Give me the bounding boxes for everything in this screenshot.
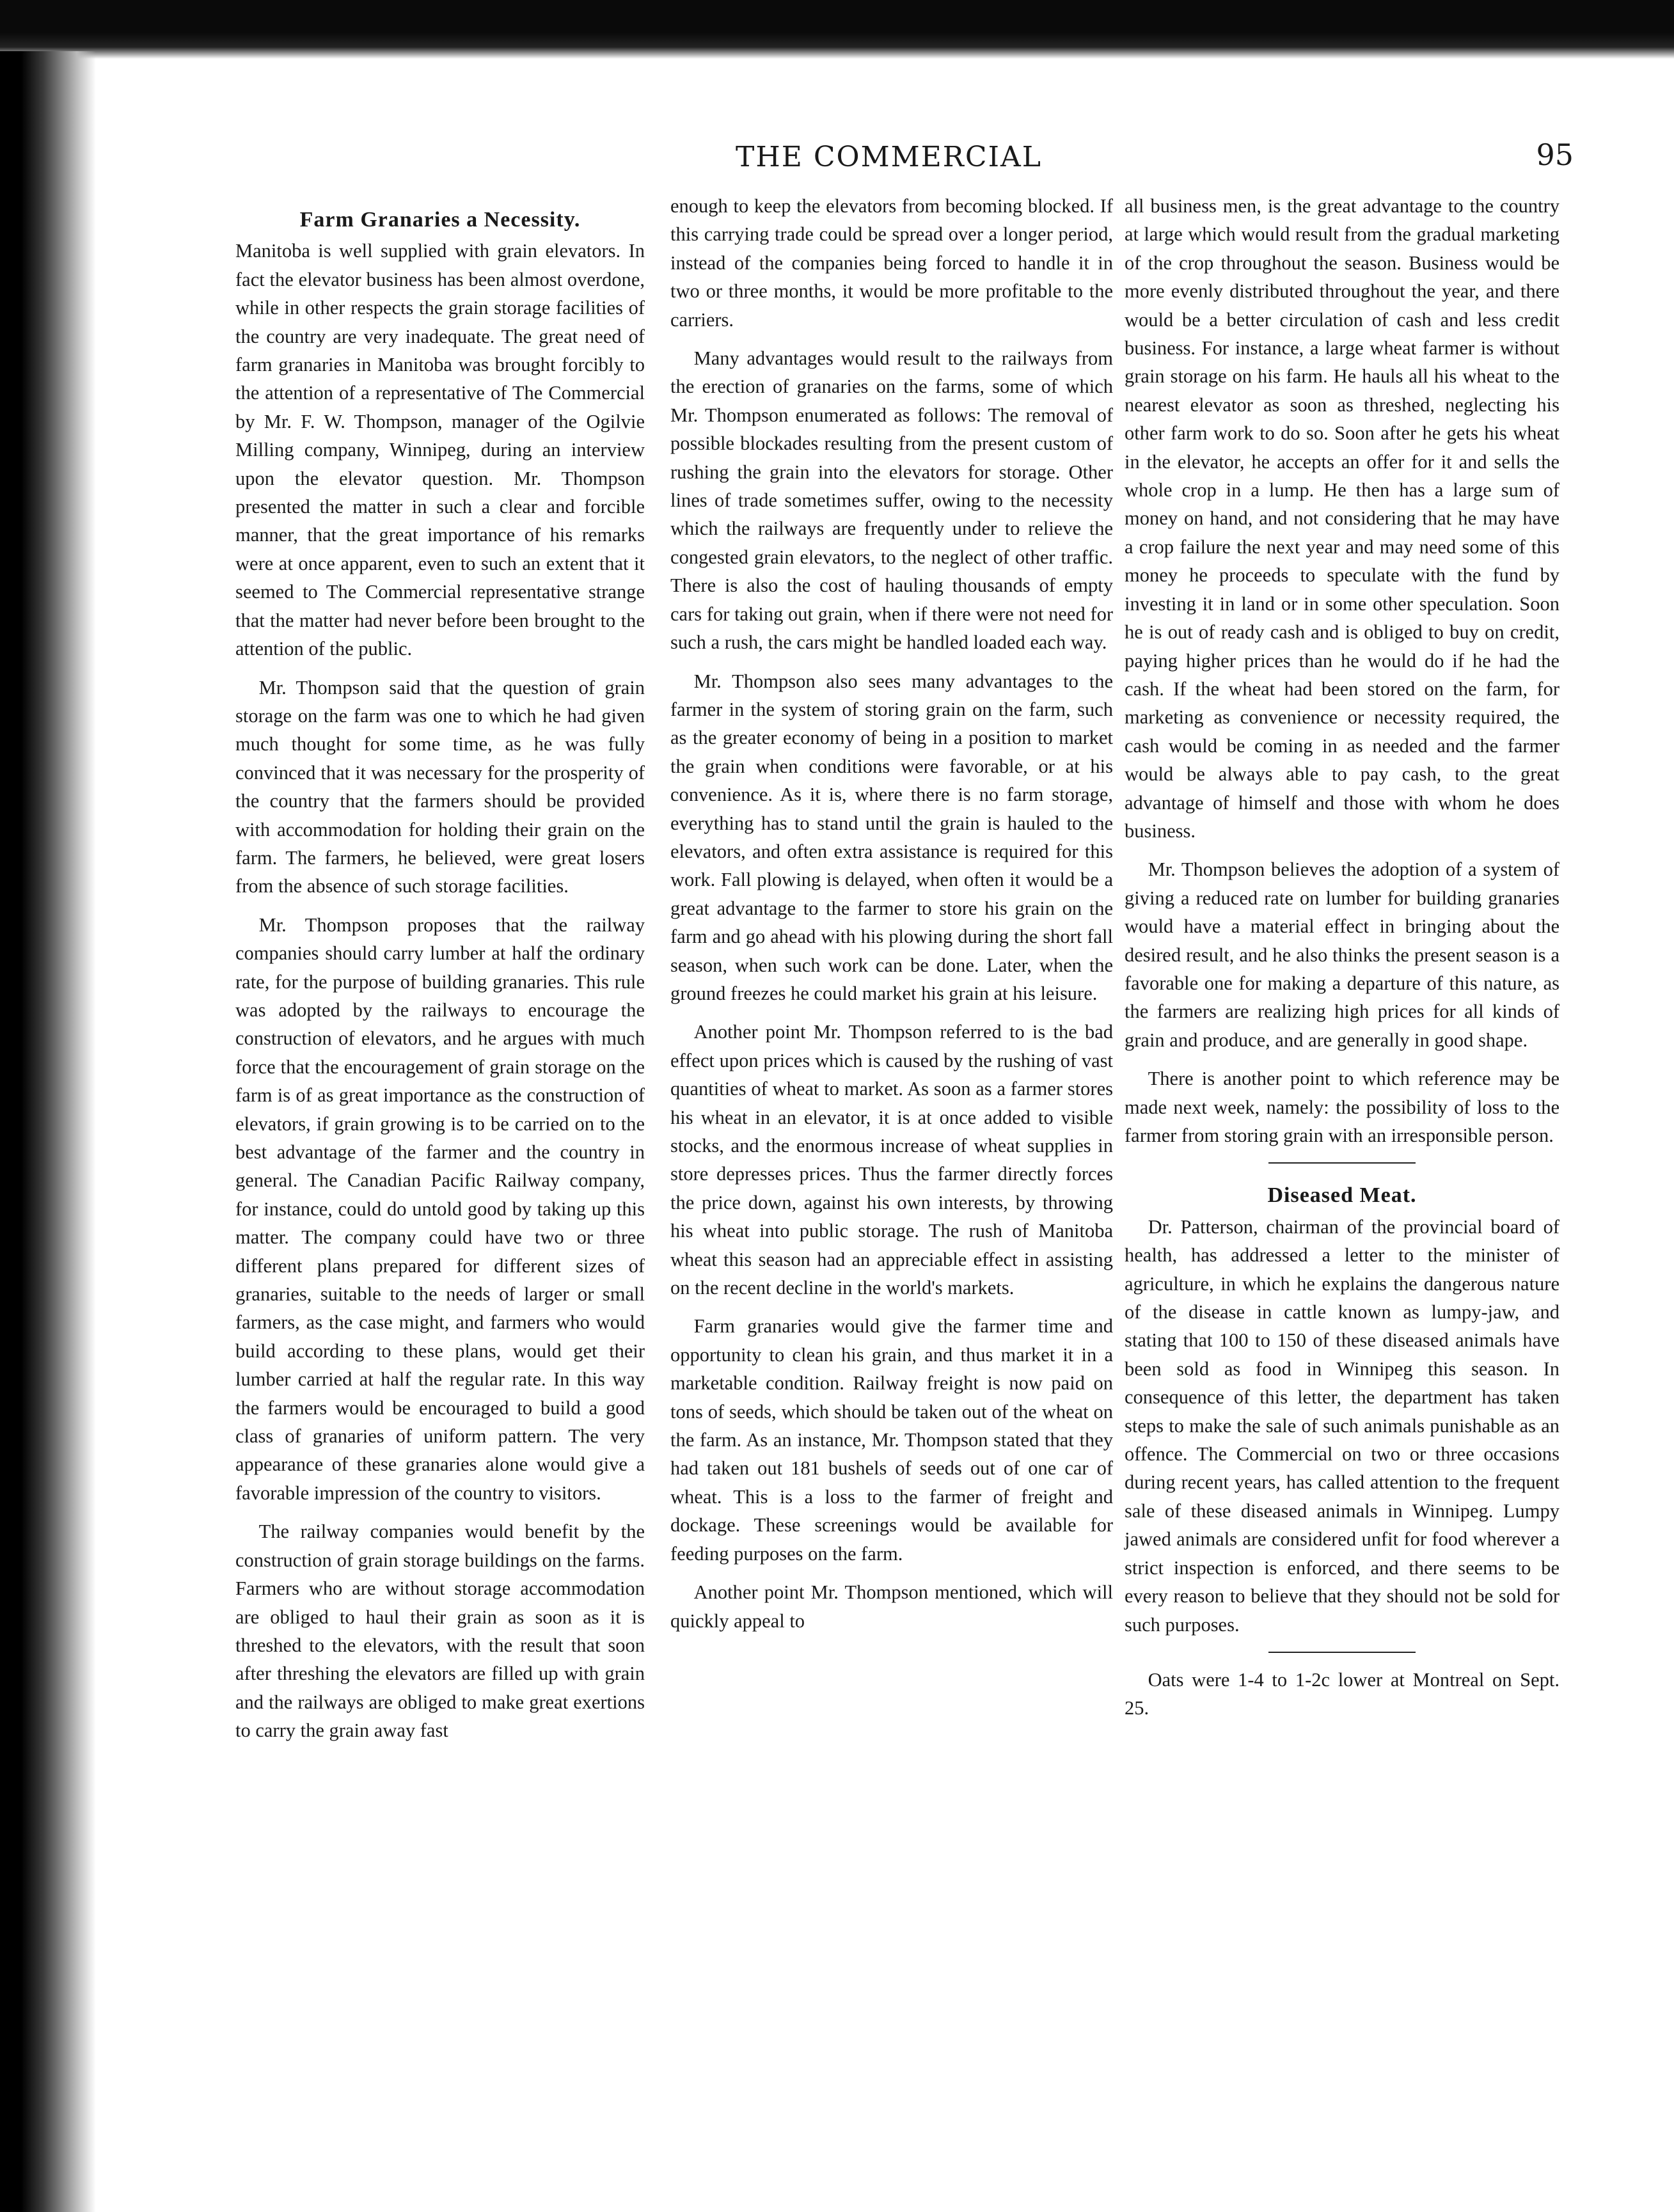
paragraph: Farm granaries would give the farmer time and opportunity to clean his grain, and thus market it in a marketable condition. Railway freight is now paid on tons of seeds, which should be taken out of the wheat on the farm. As an instance, Mr. Thompson stated that they had taken out 181 bushels of seeds out of one car of wheat. This is a loss to the farmer of freight and dockage. These screenings would be available for feeding purposes on the farm. (670, 1315, 1113, 1565)
section-divider (1268, 1652, 1416, 1653)
paragraph: enough to keep the elevators from becoming blocked. If this carrying trade could be spread over a longer period, instead of the companies being forced to handle it in two or three months, it would be more profitable to the carriers. (670, 195, 1113, 331)
column-1 (235, 192, 645, 1755)
paragraph: The railway companies would benefit by the construction of grain storage buildings on the farms. Farmers who are without storage accommodation are obliged to haul their grain as soon as it is threshed to the elevators, with the result that soon after threshing the elevators are filled up with grain and the railways are obliged to make great exertions to carry the grain away fast (235, 1521, 645, 1742)
paragraph: Mr. Thompson proposes that the railway companies should carry lumber at half the ordinary rate, for the purpose of building granaries. This rule was adopted by the railways to encourage the construction of elevators, and he argues with much force that the encouragement of grain storage on the farm is of as great importance as the construction of elevators, if grain growing is to be carried on to the best advantage of the farmer and the country in general. The Canadian Pacific Railway company, for instance, could do untold good by taking up this matter. The company could have two or three different plans prepared for different sizes of granaries, suitable to the needs of larger or small farmers, as the case might, and farmers who would build according to these plans, would get their lumber carried at half the regular rate. In this way the farmers would be encouraged to build a good class of granaries of uniform pattern. The very appearance of these granaries alone would give a favorable impression of the country to visitors. (235, 913, 645, 1504)
news-note: Oats were 1-4 to 1-2c lower at Montreal on Sept. 25. (1125, 1668, 1560, 1719)
section-divider (1268, 1162, 1416, 1164)
scan-left-border (0, 51, 96, 2212)
paragraph: Mr. Thompson said that the question of grain storage on the farm was one to which he had given much thought for some time, as he was fully convinced that it was necessary for the prosperity of the country that the farmers should be provided with accommodation for holding their grain on the farm. The farmers, he believed, were great losers from the absence of such storage facilities. (235, 676, 645, 897)
paragraph: Mr. Thompson believes the adoption of a system of giving a reduced rate on lumber for building granaries would have a material effect in bringing about the desired result, and he also thinks the present season is a favorable one for making a departure of this nature, as the farmers are realizing high prices for all kinds of grain and produce, and are generally in good shape. (1125, 858, 1560, 1051)
paragraph: Mr. Thompson also sees many advantages to the farmer in the system of storing grain on the farm, such as the greater economy of being in a position to market the grain when conditions were favorable, or at his convenience. As it is, where there is no farm storage, everything has to stand until the grain is hauled to the elevators, and often extra assistance is required for this work. Fall plowing is delayed, when often it would be a great advantage to the farmer to store his grain on the farm and go ahead with his plowing during the short fall season, when such work can be done. Later, when the ground freezes he could market his grain at his leisure. (670, 670, 1113, 1004)
scan-top-border (0, 0, 1674, 59)
paragraph: Many advantages would result to the railways from the erection of granaries on the farms, some of which Mr. Thompson enumerated as follows: The removal of possible blockades resulting from the present custom of rushing the grain into the elevators for storage. Other lines of trade sometimes suffer, owing to the necessity which the railways are frequently under to relieve the congested grain elevators, to the neglect of other traffic. There is also the cost of hauling thousands of empty cars for taking out grain, when if there were not need for such a rush, the cars might be handled loaded each way. (670, 347, 1113, 654)
publication-title: THE COMMERCIAL (736, 141, 1042, 173)
paragraph: Another point Mr. Thompson referred to is the bad effect upon prices which is caused by the rushing of vast quantities of wheat to market. As soon as a farmer stores his wheat in an elevator, it is at once added to visible stocks, and the enormous increase of wheat supplies in store depresses prices. Thus the farmer directly forces the price down, against his own interests, by throwing his wheat into public storage. The rush of Manitoba wheat this season had an appreciable effect in assisting on the recent decline in the world's markets. (670, 1021, 1113, 1299)
paragraph: There is another point to which reference may be made next week, namely: the possibility of loss to the farmer from storing grain with an irresponsible person. (1125, 1068, 1560, 1146)
paragraph: Dr. Patterson, chairman of the provincial board of health, has addressed a letter to the minister of agriculture, in which he explains the dangerous nature of the disease in cattle known as lumpy-jaw, and stating that 100 to 150 of these diseased animals have been sold as food in Winnipeg this season. In consequence of this letter, the department has taken steps to make the sale of such animals punishable as an offence. The Commercial on two or three occasions during recent years, has called attention to the frequent sale of these diseased animals in Winnipeg. Lumpy jawed animals are considered unfit for food wherever a strict inspection is enforced, and there seems to be every reason to believe that they should not be sold for such purposes. (1125, 1215, 1560, 1636)
paragraph: Another point Mr. Thompson mentioned, which will quickly appeal to (670, 1581, 1113, 1632)
column-3 (1125, 192, 1560, 1733)
column-2 (670, 192, 1113, 1645)
paragraph: all business men, is the great advantage to the country at large which would result from the gradual marketing of the crop throughout the season. Business would be more evenly distributed throughout the year, and there would be a better circulation of cash and less credit business. For instance, a large wheat farmer is without grain storage on his farm. He hauls all his wheat to the nearest elevator as soon as threshed, neglecting his other farm work to do so. Soon after he gets his wheat in the elevator, he accepts an offer for it and sells the whole crop in a lump. He then has a large sum of money on hand, and not considering that he may have a crop failure the next year and may need some of this money he proceeds to speculate with the fund by investing it in land or in some other speculation. Soon he is out of ready cash and is obliged to buy on credit, paying higher prices than he would do if he had the cash. If the wheat had been stored on the farm, for marketing as convenience or necessity required, the cash would be coming in as needed and the farmer would be always able to pay cash, to the great advantage of himself and those with whom he does business. (1125, 195, 1560, 842)
page-header (192, 134, 1599, 186)
article-title-diseased-meat: Diseased Meat. (1267, 1183, 1417, 1208)
paragraph: Manitoba is well supplied with grain elevators. In fact the elevator business has been almost overdone, while in other respects the grain storage facilities of the country are very inadequate. The great need of farm granaries in Manitoba was brought forcibly to the attention of a representative of The Commercial by Mr. F. W. Thompson, manager of the Ogilvie Milling company, Winnipeg, during an interview upon the elevator question. Mr. Thompson presented the matter in such a clear and forcible manner, that the great importance of his remarks were at once apparent, even to such an extent that it seemed to The Commercial representative strange that the matter had never before been brought to the attention of the public. (235, 240, 645, 660)
article-title-granaries: Farm Granaries a Necessity. (299, 208, 581, 232)
page-number: 95 (1536, 138, 1574, 172)
